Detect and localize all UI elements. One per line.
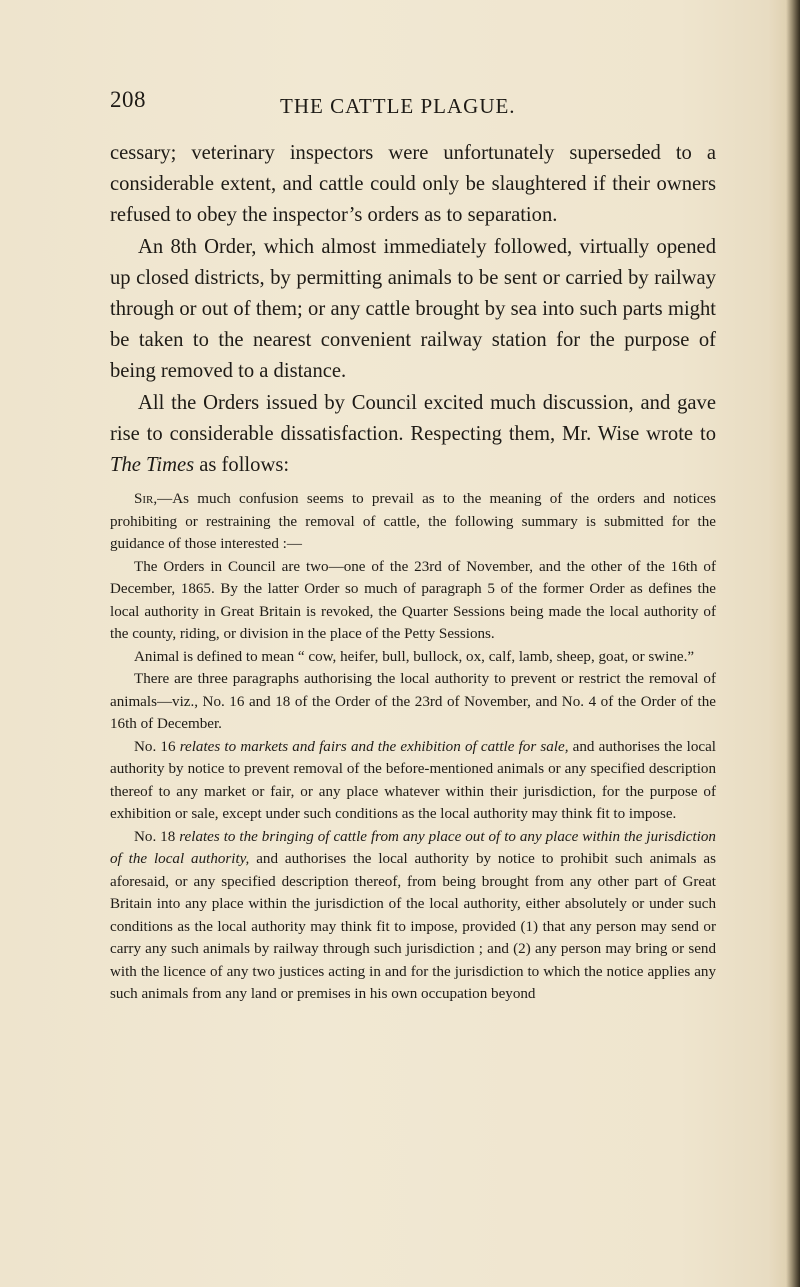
quoted-letter bbox=[110, 488, 716, 1006]
newspaper-title: The Times bbox=[110, 454, 195, 477]
letter-paragraph-5-italic: relates to markets and fairs and the exhibition of cattle for sale, bbox=[179, 738, 569, 755]
letter-paragraph-5 bbox=[110, 736, 716, 826]
letter-salutation: Sir, bbox=[134, 491, 158, 508]
letter-paragraph-1 bbox=[110, 488, 716, 556]
letter-paragraph-2: The Orders in Council are two—one of the 23rd of November, and the other of the 16th of December, 1865. By the latter Order so much of paragraph 5 of the former Order as defines the local authority in Great Britain is revoked, the Quarter Sessions being made the local authority of the county, riding, or division in the place of the Petty Sessions. bbox=[110, 558, 716, 643]
paragraph-3 bbox=[110, 388, 716, 482]
paragraph-2: An 8th Order, which almost immediately followed, virtually opened up closed districts, by permitting animals to be sent or carried by railway through or out of them; or any cattle brought by sea into such parts might be taken to the nearest convenient railway station for the purpose of being removed to a distance. bbox=[110, 235, 716, 383]
page-edge-shadow bbox=[786, 0, 800, 1287]
page-number: 208 bbox=[110, 87, 146, 112]
letter-paragraph-5-text-a: No. 16 bbox=[134, 738, 180, 755]
paragraph-1: cessary; veterinary inspectors were unfortunately superseded to a considerable extent, and cattle could only be slaughtered if their owners refused to obey the inspector’s orders as to separation. bbox=[110, 142, 716, 227]
letter-paragraph-6-italic: relates to the bringing of cattle from any place out of to any place within the jurisdiction of the local authority, bbox=[110, 828, 716, 868]
letter-paragraph-5-text-b: and authorises the local authority by notice to prevent removal of the before-mentioned animals or any specified description thereof to any market or fair, or any place whatever within their jurisdiction, for the purpose of exhibition or sale, except under such conditions as the local authority may think fit to impose. bbox=[110, 738, 716, 823]
paragraph-3-text-b: as follows: bbox=[194, 454, 290, 477]
paragraph-3-text-a: All the Orders issued by Council excited much discussion, and gave rise to considerable dissatisfaction. Respecting them, Mr. Wise wrote to bbox=[110, 391, 716, 445]
running-title: THE CATTLE PLAGUE. bbox=[280, 94, 516, 118]
letter-paragraph-1-text: —As much confusion seems to prevail as to the meaning of the orders and notices prohibiting or restraining the removal of cattle, the following summary is submitted for the guidance of those interested :— bbox=[110, 491, 716, 553]
body-text bbox=[110, 138, 716, 1006]
letter-paragraph-6-text-b: and authorises the local authority by notice to prohibit such animals as aforesaid, or any specified description thereof, from being brought from any other part of Great Britain into any place within the jurisdiction of the local authority, either absolutely or under such conditions as the local authority may think fit to impose, provided (1) that any person may send or carry any such animals by railway through such jurisdiction ; and (2) any person may bring or send with the licence of any two justices acting in and for the jurisdiction to which the notice applies any such animals from any land or premises in his own occupation beyond bbox=[110, 851, 716, 1003]
letter-paragraph-6-text-a: No. 18 bbox=[134, 828, 180, 845]
letter-paragraph-3: Animal is defined to mean “ cow, heifer, bull, bullock, ox, calf, lamb, sheep, goat, or swine.” bbox=[134, 648, 695, 665]
letter-paragraph-6 bbox=[110, 826, 716, 1006]
letter-paragraph-4: There are three paragraphs authorising the local authority to prevent or restrict the removal of animals—viz., No. 16 and 18 of the Order of the 23rd of November, and No. 4 of the Order of the 16th of December. bbox=[110, 671, 716, 733]
